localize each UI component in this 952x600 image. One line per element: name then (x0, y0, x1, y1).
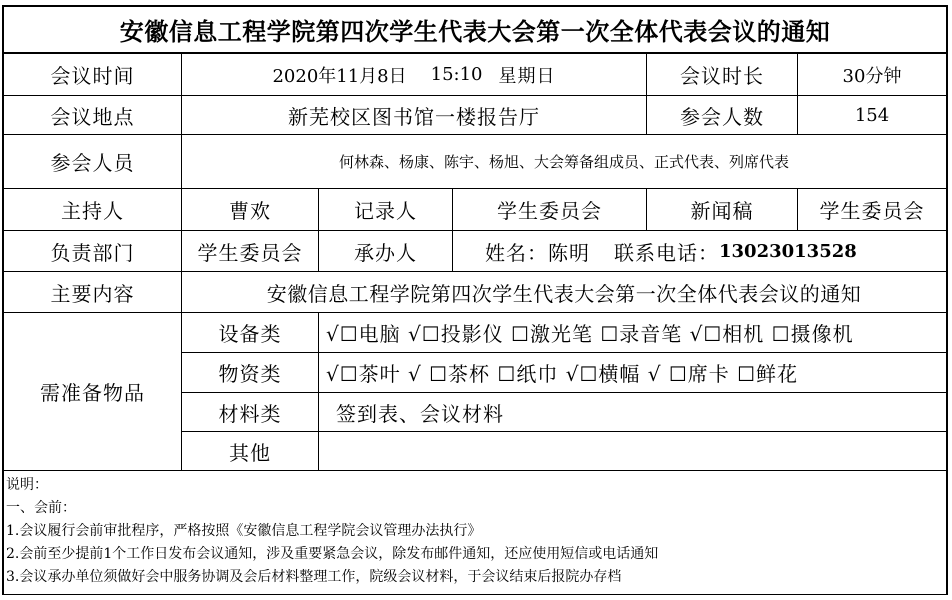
notes-heading: 说明： (6, 477, 48, 493)
host-name: 曹欢 (229, 199, 271, 223)
label-attendee-count: 参会人数 (680, 104, 764, 129)
label-attendees: 参会人员 (50, 151, 135, 175)
note-item: 1.会议履行会前审批程序，严格按照《安徽信息工程学院会议管理办法执行》 (6, 523, 482, 539)
label-equipment: 设备类 (218, 322, 282, 346)
meeting-datetime (182, 54, 646, 95)
notes-section (6, 474, 946, 589)
organizer-contact (485, 231, 945, 271)
news-draft-owner: 学生委员会 (819, 199, 925, 223)
phone-label: 联系电话： (614, 240, 719, 265)
recorder-name: 学生委员会 (497, 199, 602, 223)
label-main-content: 主要内容 (50, 281, 135, 306)
notes-subheading: 一、会前： (6, 500, 76, 516)
label-meeting-time: 会议时间 (50, 64, 135, 88)
label-other: 其他 (229, 440, 271, 465)
vline (452, 230, 453, 271)
label-supplies: 物资类 (218, 362, 282, 386)
materials-list: 签到表、会议材料 (336, 401, 504, 426)
supplies-checklist: √☐茶叶 √ ☐茶杯 ☐纸巾 √☐横幅 √ ☐席卡 ☐鲜花 (326, 362, 799, 386)
meeting-time: 15:10 (430, 64, 483, 85)
note-item: 2.会前至少提前1个工作日发布会议通知，涉及重要紧急会议，除发布邮件通知，还应使用短信或电话通知 (6, 546, 659, 562)
vline (318, 312, 319, 471)
other-items (326, 432, 946, 470)
hline (2, 470, 948, 471)
label-recorder: 记录人 (354, 199, 417, 223)
meeting-duration: 30分钟 (842, 65, 902, 87)
organizer-name: 陈明 (548, 240, 590, 265)
label-duration: 会议时长 (680, 64, 764, 88)
border-bottom (2, 594, 948, 595)
meeting-date: 2020年11月8日 (272, 65, 407, 87)
phone-number: 13023013528 (719, 240, 857, 262)
label-organizer: 承办人 (354, 240, 417, 265)
attendees-list: 何林森、杨康、陈宇、杨旭、大会筹备组成员、正式代表、列席代表 (338, 153, 789, 171)
label-meeting-place: 会议地点 (50, 104, 135, 129)
meeting-place: 新芜校区图书馆一楼报告厅 (288, 104, 540, 129)
department-name: 学生委员会 (197, 240, 303, 265)
label-department: 负责部门 (50, 240, 135, 265)
organizer-name-label: 姓名： (485, 240, 548, 265)
label-news-draft: 新闻稿 (690, 199, 754, 223)
equipment-checklist: √☐电脑 √☐投影仪 ☐激光笔 ☐录音笔 √☐相机 ☐摄像机 (326, 322, 854, 346)
label-items-to-prepare: 需准备物品 (40, 381, 145, 405)
meeting-weekday: 星期日 (498, 65, 556, 87)
page-title: 安徽信息工程学院第四次学生代表大会第一次全体代表会议的通知 (119, 18, 831, 46)
label-materials: 材料类 (218, 401, 282, 426)
note-item: 3.会议承办单位须做好会中服务协调及会后材料整理工作，院级会议材料，于会议结束后报院办存档 (6, 569, 622, 585)
attendee-count: 154 (854, 104, 890, 126)
border-right (946, 5, 948, 595)
label-host: 主持人 (61, 199, 124, 223)
main-content: 安徽信息工程学院第四次学生代表大会第一次全体代表会议的通知 (266, 281, 862, 306)
